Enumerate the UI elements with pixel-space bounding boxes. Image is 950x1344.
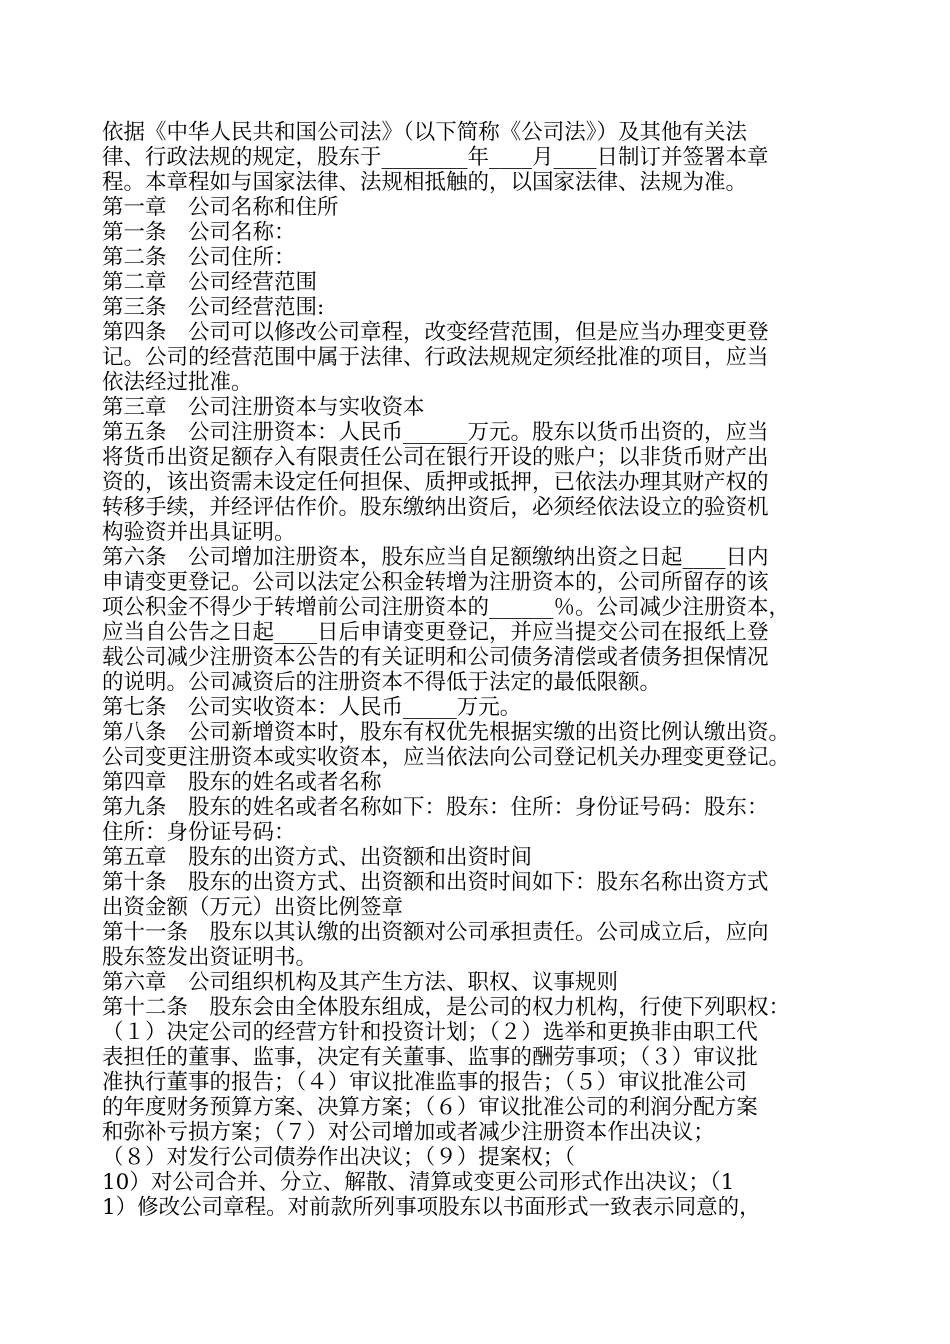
text-line: 记。公司的经营范围中属于法律、行政法规规定须经批准的项目，应当	[102, 345, 769, 370]
chapter-heading: 第二章 公司经营范围	[102, 270, 318, 295]
text-line: 10）对公司合并、分立、解散、清算或变更公司形式作出决议；（1	[102, 1170, 735, 1195]
text-line: 将货币出资足额存入有限责任公司在银行开设的账户；以非货币财产出	[102, 445, 769, 470]
article-line: 第八条 公司新增资本时，股东有权优先根据实缴的出资比例认缴出资。	[102, 720, 791, 745]
article-line: 第十二条 股东会由全体股东组成，是公司的权力机构，行使下列职权：	[102, 995, 791, 1020]
article-line: 第三条 公司经营范围:	[102, 295, 325, 320]
article-line: 第十条 股东的出资方式、出资额和出资时间如下：股东名称出资方式	[102, 870, 769, 895]
text-line: 的说明。公司减资后的注册资本不得低于法定的最低限额。	[102, 670, 662, 695]
chapter-heading: 第一章 公司名称和住所	[102, 195, 339, 220]
text-line: 律、行政法规的规定，股东于________年____月____日制订并签署本章	[102, 145, 769, 170]
article-line: 第七条 公司实收资本：人民币_____万元。	[102, 695, 522, 720]
text-line: 构验资并出具证明。	[102, 520, 296, 545]
text-line: 准执行董事的报告；（４）审议批准监事的报告；（５）审议批准公司	[102, 1070, 748, 1095]
text-line: 公司变更注册资本或实收资本，应当依法向公司登记机关办理变更登记。	[102, 745, 791, 770]
text-line: （８）对发行公司债券作出决议；（９）提案权；（	[102, 1145, 576, 1170]
text-line: 资的，该出资需未设定任何担保、质押或抵押，已依法办理其财产权的	[102, 470, 769, 495]
document-body	[102, 120, 862, 1220]
article-line: 第十一条 股东以其认缴的出资额对公司承担责任。公司成立后，应向	[102, 920, 769, 945]
text-line: 程。本章程如与国家法律、法规相抵触的，以国家法律、法规为准。	[102, 170, 748, 195]
chapter-heading: 第三章 公司注册资本与实收资本	[102, 395, 425, 420]
article-line: 第四条 公司可以修改公司章程，改变经营范围，但是应当办理变更登	[102, 320, 769, 345]
text-line: 转移手续，并经评估作价。股东缴纳出资后，必须经依法设立的验资机	[102, 495, 769, 520]
text-line: 申请变更登记。公司以法定公积金转增为注册资本的，公司所留存的该	[102, 570, 769, 595]
article-line: 第二条 公司住所：	[102, 245, 296, 270]
text-line: 依据《中华人民共和国公司法》（以下简称《公司法》）及其他有关法	[102, 120, 748, 145]
text-line: 的年度财务预算方案、决算方案；（６）审议批准公司的利润分配方案	[102, 1095, 758, 1120]
article-line: 第九条 股东的姓名或者名称如下：股东：住所：身份证号码：股东：	[102, 795, 769, 820]
text-line: 股东签发出资证明书。	[102, 945, 318, 970]
text-line: 住所：身份证号码：	[102, 820, 296, 845]
chapter-heading: 第五章 股东的出资方式、出资额和出资时间	[102, 845, 533, 870]
chapter-heading: 第六章 公司组织机构及其产生方法、职权、议事规则	[102, 970, 619, 995]
article-line: 第五条 公司注册资本：人民币______万元。股东以货币出资的，应当	[102, 420, 769, 445]
text-line: 出资金额（万元）出资比例签章	[102, 895, 404, 920]
article-line: 第六条 公司增加注册资本，股东应当自足额缴纳出资之日起____日内	[102, 545, 769, 570]
text-line: 1）修改公司章程。对前款所列事项股东以书面形式一致表示同意的，	[102, 1195, 761, 1220]
text-line: 依法经过批准。	[102, 370, 253, 395]
text-line: （１）决定公司的经营方针和投资计划；（２）选举和更换非由职工代	[102, 1020, 758, 1045]
text-line: 载公司减少注册资本公告的有关证明和公司债务清偿或者债务担保情况	[102, 645, 769, 670]
text-line: 应当自公告之日起____日后申请变更登记，并应当提交公司在报纸上登	[102, 620, 769, 645]
text-line: 表担任的董事、监事，决定有关董事、监事的酬劳事项；（３）审议批	[102, 1045, 758, 1070]
chapter-heading: 第四章 股东的姓名或者名称	[102, 770, 382, 795]
text-line: 和弥补亏损方案；（７）对公司增加或者减少注册资本作出决议；	[102, 1120, 715, 1145]
article-line: 第一条 公司名称：	[102, 220, 296, 245]
text-line: 项公积金不得少于转增前公司注册资本的______％。公司减少注册资本，	[102, 595, 791, 620]
